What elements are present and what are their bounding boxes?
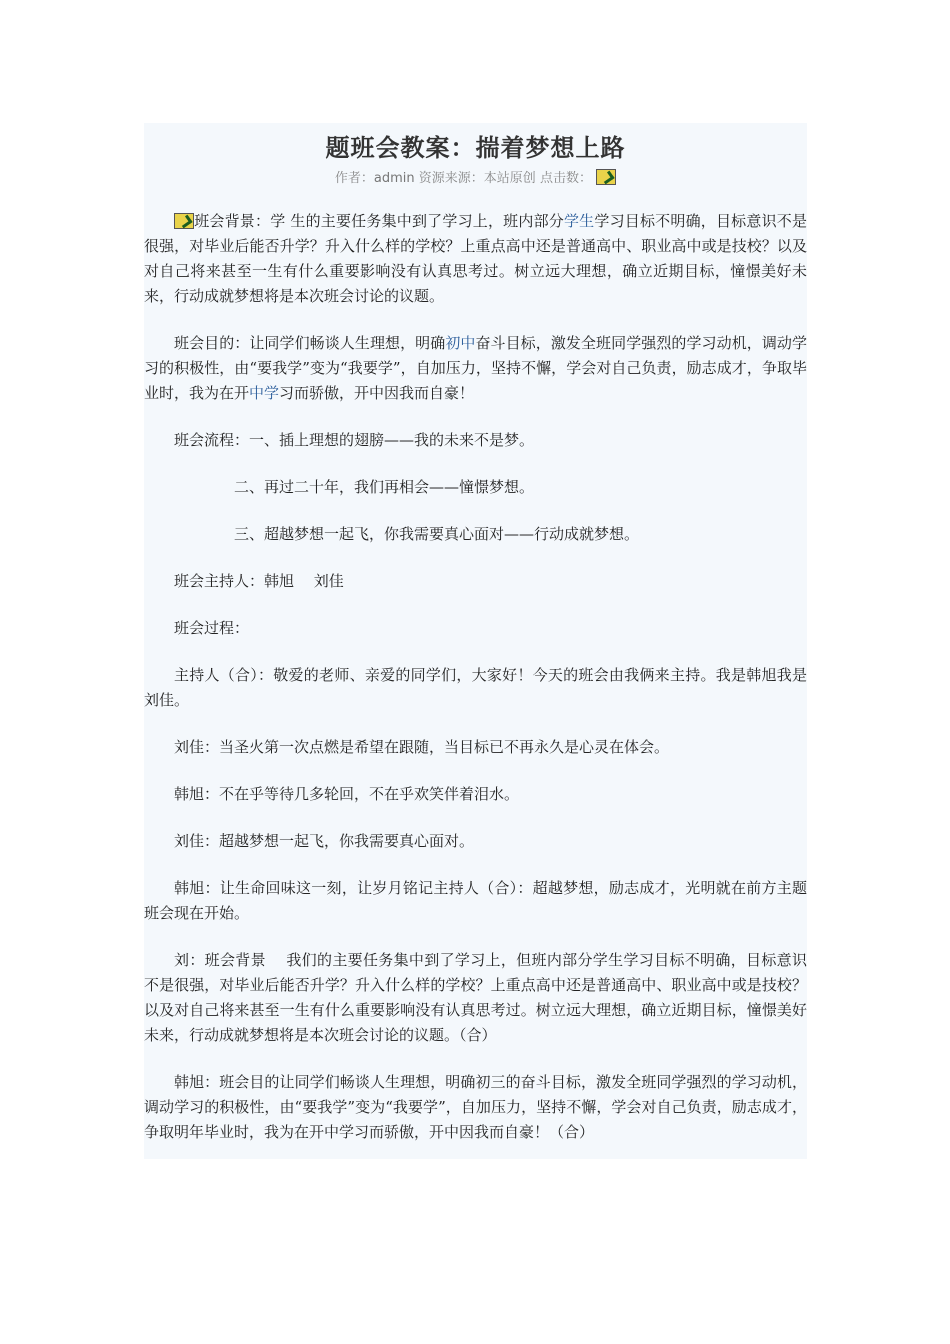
process-heading: 班会过程： (174, 619, 250, 637)
text-span: 习而骄傲，开中因我而自豪！ (279, 384, 475, 402)
paragraph-background (144, 209, 807, 309)
link-middle-school[interactable]: 中学 (249, 384, 280, 402)
dialogue-line: 刘：班会背景 我们的主要任务集中到了学习上，但班内部分学生学习目标不明确，目标意识不是很强，对毕业后能否升学？升入什么样的学校？上重点高中还是普通高中、职业高中或是技校？以及对自己将来甚至一生有什么重要影响没有认真思考过。树立远大理想，确立近期目标，憧憬美好未来，行动成就梦想将是本次班会讨论的议题。（合） (144, 951, 807, 1044)
dialogue-line: 韩旭：班会目的让同学们畅谈人生理想，明确初三的奋斗目标，激发全班同学强烈的学习动机，调动学习的积极性，由“要我学”变为“我要学”，自加压力，坚持不懈，学会对自己负责，励志成才，争取明年毕业时，我为在开中学习而骄傲，开中因我而自豪！（合） (144, 1073, 807, 1141)
paragraph-purpose (144, 331, 807, 406)
text-span: 奋斗目标，激发全班同学强烈的学习动机，调动学习的积极性，由“要我学”变为“我要学”，自加压力，坚持不懈，学会对自己负责，励志成才，争取毕业时，我为在开 (144, 334, 807, 402)
dialogue-line: 主持人（合）：敬爱的老师、亲爱的同学们，大家好！今天的班会由我俩来主持。我是韩旭我是刘佳。 (144, 666, 807, 709)
text-span: 班会背景：学 生的主要任务集中到了学习上，班内部分 (194, 212, 564, 230)
article-body (144, 209, 807, 1145)
flow-step-1: 班会流程：一、插上理想的翅膀——我的未来不是梦。 (174, 431, 535, 449)
text-span: 学习目标不明确，目标意识不是很强，对毕业后能否升学？升入什么样的学校？上重点高中还是普通高中、职业高中或是技校？以及对自己将来甚至一生有什么重要影响没有认真思考过。树立远大理想，确立近期目标，憧憬美好未来，行动成就梦想将是本次班会讨论的议题。 (144, 212, 807, 305)
article-meta (144, 169, 807, 189)
link-student[interactable]: 学生 (563, 212, 595, 230)
flow-step-3: 三、超越梦想一起飞，你我需要真心面对——行动成就梦想。 (234, 525, 640, 543)
counter-image-icon (596, 169, 616, 185)
dialogue-line: 韩旭：不在乎等待几多轮回，不在乎欢笑伴着泪水。 (174, 785, 520, 803)
author-name[interactable]: admin (373, 171, 415, 186)
article-panel (144, 123, 807, 1159)
page-title: 题班会教案：揣着梦想上路 (325, 133, 626, 162)
flow-step-2: 二、再过二十年，我们再相会——憧憬梦想。 (234, 478, 535, 496)
source-label: 资源来源： (418, 171, 484, 186)
clicks-label: 点击数： (539, 171, 592, 186)
hosts-line: 班会主持人：韩旭 刘佳 (174, 572, 344, 590)
dialogue-line: 刘佳：超越梦想一起飞，你我需要真心面对。 (174, 832, 475, 850)
bullet-image-icon (174, 213, 194, 229)
author-label: 作者： (334, 171, 374, 186)
link-junior-high[interactable]: 初中 (445, 334, 476, 352)
source-value: 本站原创 (483, 171, 536, 186)
text-span: 班会目的：让同学们畅谈人生理想，明确 (174, 334, 446, 352)
dialogue-line: 韩旭：让生命回味这一刻，让岁月铭记主持人（合）：超越梦想，励志成才，光明就在前方主题班会现在开始。 (144, 879, 807, 922)
dialogue-line: 刘佳：当圣火第一次点燃是希望在跟随，当目标已不再永久是心灵在体会。 (174, 738, 670, 756)
